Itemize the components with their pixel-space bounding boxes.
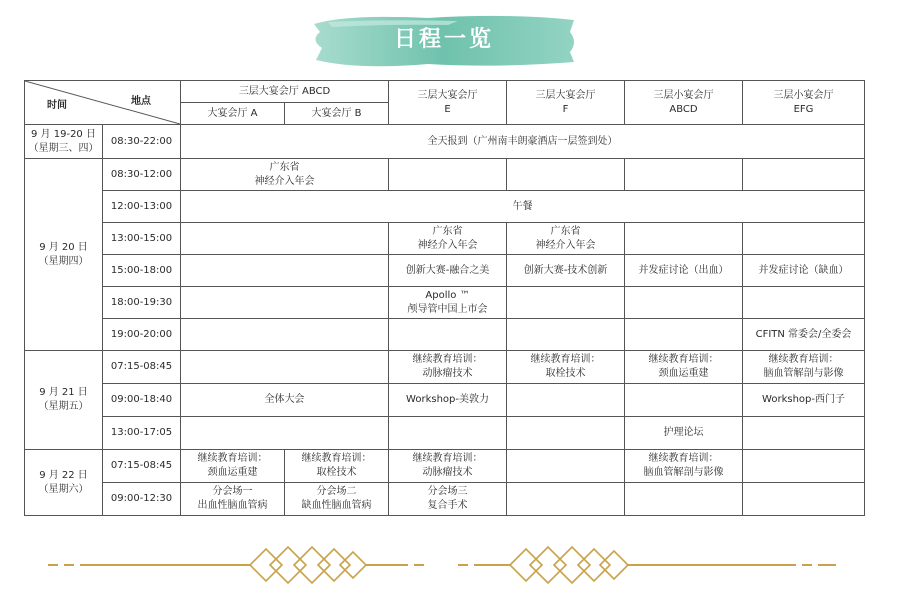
header-small-efg: 三层小宴会厅 EFG <box>743 81 865 125</box>
empty-cell <box>625 287 743 319</box>
day-cell: 9 月 21 日 （星期五） <box>25 351 103 450</box>
empty-cell <box>181 319 389 351</box>
empty-cell <box>743 159 865 191</box>
time-cell: 08:30-22:00 <box>103 125 181 159</box>
event-cell: 广东省 神经介入年会 <box>181 159 389 191</box>
header-hall-f: 三层大宴会厅 F <box>507 81 625 125</box>
empty-cell <box>625 483 743 516</box>
empty-cell <box>625 223 743 255</box>
time-cell: 12:00-13:00 <box>103 191 181 223</box>
empty-cell <box>743 287 865 319</box>
empty-cell <box>181 223 389 255</box>
event-cell: 广东省 神经介入年会 <box>507 223 625 255</box>
empty-cell <box>743 417 865 450</box>
time-cell: 13:00-15:00 <box>103 223 181 255</box>
time-cell: 08:30-12:00 <box>103 159 181 191</box>
event-cell: 继续教育培训： 动脉瘤技术 <box>389 450 507 483</box>
event-cell: Apollo ™ 颅导管中国上市会 <box>389 287 507 319</box>
event-registration: 全天报到（广州南丰朗豪酒店一层签到处） <box>181 125 865 159</box>
event-cell: 继续教育培训： 取栓技术 <box>507 351 625 384</box>
empty-cell <box>181 287 389 319</box>
time-cell: 15:00-18:00 <box>103 255 181 287</box>
header-small-abcd: 三层小宴会厅 ABCD <box>625 81 743 125</box>
event-cell: 分会场二 缺血性脑血管病 <box>285 483 389 516</box>
event-cell: CFITN 常委会/全委会 <box>743 319 865 351</box>
event-cell: 创新大赛-技术创新 <box>507 255 625 287</box>
header-abcd-hall: 三层大宴会厅 ABCD <box>181 81 389 103</box>
table-row <box>25 223 865 255</box>
event-cell: 分会场三 复合手术 <box>389 483 507 516</box>
empty-cell <box>507 319 625 351</box>
header-hall-e: 三层大宴会厅 E <box>389 81 507 125</box>
event-cell: 继续教育培训： 动脉瘤技术 <box>389 351 507 384</box>
empty-cell <box>625 319 743 351</box>
empty-cell <box>389 417 507 450</box>
time-cell: 19:00-20:00 <box>103 319 181 351</box>
event-cell: 继续教育培训： 脑血管解剖与影像 <box>625 450 743 483</box>
empty-cell <box>181 255 389 287</box>
header-hall-a: 大宴会厅 A <box>181 103 285 125</box>
empty-cell <box>507 417 625 450</box>
table-row <box>25 159 865 191</box>
empty-cell <box>625 384 743 417</box>
time-cell: 09:00-12:30 <box>103 483 181 516</box>
table-row <box>25 384 865 417</box>
empty-cell <box>181 417 389 450</box>
event-lunch: 午餐 <box>181 191 865 223</box>
table-row <box>25 255 865 287</box>
table-row <box>25 450 865 483</box>
header-time: 时间 <box>47 100 67 111</box>
day-cell: 9 月 22 日 （星期六） <box>25 450 103 516</box>
event-cell: 广东省 神经介入年会 <box>389 223 507 255</box>
gold-ornament-divider <box>0 540 900 590</box>
empty-cell <box>625 159 743 191</box>
empty-cell <box>389 159 507 191</box>
event-plenary: 全体大会 <box>181 384 389 417</box>
page-title: 日程一览 <box>393 27 494 52</box>
empty-cell <box>743 483 865 516</box>
header-corner <box>25 81 181 125</box>
time-cell: 13:00-17:05 <box>103 417 181 450</box>
header-hall-b: 大宴会厅 B <box>285 103 389 125</box>
event-cell: 继续教育培训： 取栓技术 <box>285 450 389 483</box>
table-row <box>25 287 865 319</box>
table-row <box>25 483 865 516</box>
table-row <box>25 191 865 223</box>
table-row <box>25 125 865 159</box>
event-cell: 并发症讨论（缺血） <box>743 255 865 287</box>
empty-cell <box>389 319 507 351</box>
time-cell: 07:15-08:45 <box>103 351 181 384</box>
event-cell: Workshop-西门子 <box>743 384 865 417</box>
empty-cell <box>507 159 625 191</box>
time-cell: 09:00-18:40 <box>103 384 181 417</box>
empty-cell <box>507 287 625 319</box>
table-row <box>25 319 865 351</box>
schedule-table <box>24 80 865 516</box>
event-cell: Workshop-美敦力 <box>389 384 507 417</box>
event-cell: 继续教育培训： 颈血运重建 <box>181 450 285 483</box>
table-row <box>25 351 865 384</box>
event-cell: 分会场一 出血性脑血管病 <box>181 483 285 516</box>
diamond-ornament-right <box>510 547 628 583</box>
empty-cell <box>743 450 865 483</box>
day-cell: 9 月 19-20 日 （星期三、四） <box>25 125 103 159</box>
empty-cell <box>743 223 865 255</box>
time-cell: 18:00-19:30 <box>103 287 181 319</box>
diamond-ornament-left <box>250 547 366 583</box>
event-cell: 护理论坛 <box>625 417 743 450</box>
event-cell: 创新大赛-融合之美 <box>389 255 507 287</box>
empty-cell <box>507 483 625 516</box>
header-location: 地点 <box>131 96 151 107</box>
time-cell: 07:15-08:45 <box>103 450 181 483</box>
event-cell: 继续教育培训： 颈血运重建 <box>625 351 743 384</box>
event-cell: 继续教育培训： 脑血管解剖与影像 <box>743 351 865 384</box>
title-banner <box>308 10 580 70</box>
empty-cell <box>507 384 625 417</box>
empty-cell <box>181 351 389 384</box>
event-cell: 并发症讨论（出血） <box>625 255 743 287</box>
table-row <box>25 417 865 450</box>
day-cell: 9 月 20 日 （星期四） <box>25 159 103 351</box>
empty-cell <box>507 450 625 483</box>
